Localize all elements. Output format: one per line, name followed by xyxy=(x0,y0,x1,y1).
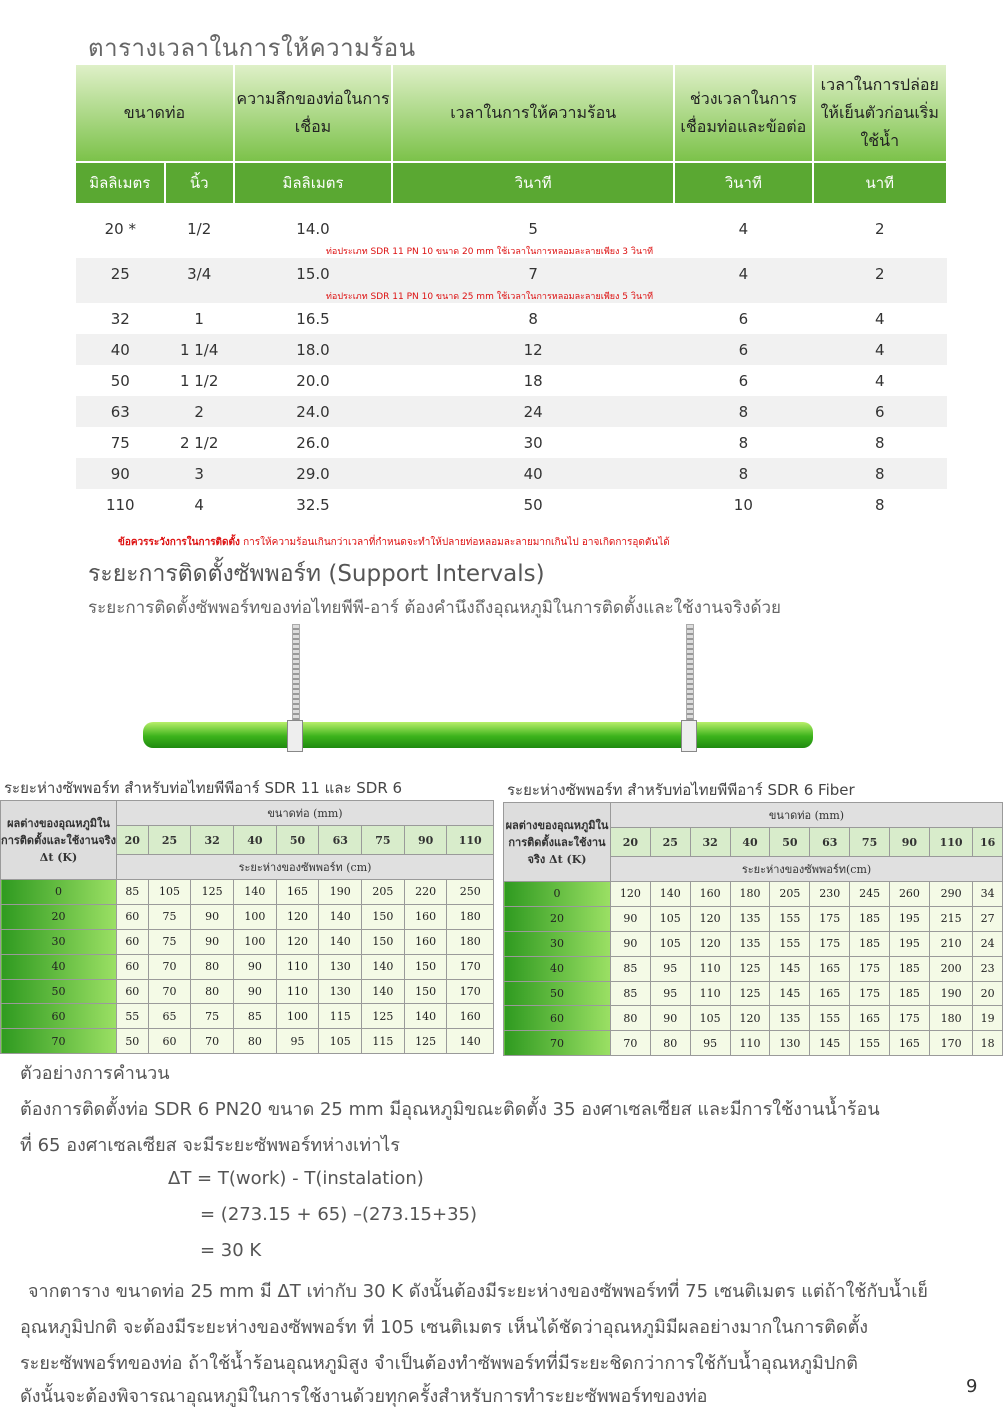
spacing-cell: 95 xyxy=(276,1029,319,1054)
delta-t-cell: 50 xyxy=(504,981,611,1006)
spacing-cell: 80 xyxy=(191,954,234,979)
support-table-right-caption: ระยะห่างซัพพอร์ท สำหรับท่อไทยพีพีอาร์ SDR 6 Fiber xyxy=(507,781,855,799)
size-cell: 75 xyxy=(850,828,890,857)
spacing-cell: 75 xyxy=(191,1004,234,1029)
cell: 4 xyxy=(813,334,947,365)
size-cell: 40 xyxy=(730,828,770,857)
spacing-cell: 75 xyxy=(148,929,191,954)
cell: 40 xyxy=(392,458,674,489)
cell: 8 xyxy=(528,309,538,328)
spacing-cell: 185 xyxy=(890,981,930,1006)
spacing-cell: 260 xyxy=(890,882,930,907)
unit-minutes: นาที xyxy=(813,162,947,203)
size-cell: 25 xyxy=(148,826,191,855)
spacing-cell: 140 xyxy=(319,929,362,954)
spacing-cell: 155 xyxy=(770,931,810,956)
cell: 26.0 xyxy=(296,433,330,452)
spacing-cell: 195 xyxy=(890,931,930,956)
support-rod-right xyxy=(686,624,694,726)
spacing-cell: 160 xyxy=(404,904,447,929)
example-line-1: ต้องการติดตั้งท่อ SDR 6 PN20 ขนาด 25 mm มีอุณหภูมิขณะติดตั้ง 35 องศาเซลเซียส และมีการใช้งานน้ำร้อน xyxy=(20,1099,880,1120)
cell: 8 xyxy=(738,433,749,452)
spacing-cell: 80 xyxy=(191,979,234,1004)
spacing-cell: 20 xyxy=(973,981,1003,1006)
cell: 2 xyxy=(874,219,885,238)
cell: 4 xyxy=(674,258,812,289)
spacing-cell: 90 xyxy=(234,979,277,1004)
header-joining-time: ช่วงเวลาในการเชื่อมท่อและข้อต่อ xyxy=(674,65,812,162)
spacing-cell: 90 xyxy=(650,1006,690,1031)
spacing-cell: 110 xyxy=(276,954,319,979)
cell: 90 xyxy=(76,458,165,489)
unit-inch: นิ้ว xyxy=(165,162,234,203)
cell: 4 xyxy=(874,371,885,390)
table-row xyxy=(1,954,494,979)
spacing-cell: 175 xyxy=(890,1006,930,1031)
spacing-cell: 24 xyxy=(973,931,1003,956)
table-row xyxy=(76,334,947,365)
table-row xyxy=(504,1031,1003,1056)
spacing-cell: 165 xyxy=(890,1031,930,1056)
cell: 18.0 xyxy=(234,334,392,365)
spacing-cell: 220 xyxy=(404,880,447,905)
spacing-cell: 18 xyxy=(973,1031,1003,1056)
table-row xyxy=(76,213,947,244)
spacing-cell: 140 xyxy=(319,904,362,929)
table-row xyxy=(1,979,494,1004)
spacing-cell: 115 xyxy=(319,1004,362,1029)
spacing-cell: 175 xyxy=(850,956,890,981)
cell: 4 xyxy=(194,495,204,514)
size-cell: 63 xyxy=(810,828,850,857)
delta-t-cell: 70 xyxy=(504,1031,611,1056)
spacing-cell: 55 xyxy=(117,1004,149,1029)
spacing-cell: 170 xyxy=(447,979,494,1004)
cell: 3/4 xyxy=(165,258,234,289)
cell: 63 xyxy=(76,396,165,427)
spacing-cell: 105 xyxy=(148,880,191,905)
cell: 50 xyxy=(523,495,543,514)
table-row xyxy=(1,929,494,954)
page-number: 9 xyxy=(966,1376,978,1397)
cell: 6 xyxy=(813,396,947,427)
table-row xyxy=(504,956,1003,981)
spacing-cell: 175 xyxy=(810,906,850,931)
size-cell: 32 xyxy=(690,828,730,857)
spacing-cell: 160 xyxy=(690,882,730,907)
table-row xyxy=(76,427,947,458)
cell: 24 xyxy=(392,396,674,427)
delta-t-cell: 20 xyxy=(1,904,117,929)
conclusion-line-2: อุณหภูมิปกติ จะต้องมีระยะห่างของซัพพอร์ท ที่ 105 เซนติเมตร เห็นได้ชัดว่าอุณหภูมิมีผลอย่างมากในการติดตั้ง xyxy=(20,1317,869,1338)
spacing-cell: 155 xyxy=(850,1031,890,1056)
spacing-cell: 80 xyxy=(650,1031,690,1056)
cell: 32 xyxy=(110,309,130,328)
warning-label: ข้อควรระวังการในการติดตั้ง xyxy=(118,537,240,548)
spacing-cell: 140 xyxy=(234,880,277,905)
spacing-cell: 150 xyxy=(404,979,447,1004)
spacing-cell: 70 xyxy=(148,979,191,1004)
cell: 1 1/2 xyxy=(179,371,219,390)
cell: 2 1/2 xyxy=(179,433,219,452)
spacing-cell: 165 xyxy=(810,981,850,1006)
spacing-cell: 180 xyxy=(929,1006,972,1031)
heating-time-table xyxy=(76,65,948,520)
spacing-cell: 180 xyxy=(730,882,770,907)
spacing-cell: 110 xyxy=(690,981,730,1006)
spacing-cell: 245 xyxy=(850,882,890,907)
cell: 6 xyxy=(738,371,749,390)
spacing-cell: 140 xyxy=(447,1029,494,1054)
support-intervals-title: ระยะการติดตั้งซัพพอร์ท (Support Intervals) xyxy=(88,561,545,587)
support-table-sdr11-sdr6 xyxy=(0,800,494,1054)
cell: 1/2 xyxy=(187,219,212,238)
cell: 5 xyxy=(528,219,538,238)
example-heading: ตัวอย่างการคำนวน xyxy=(20,1063,170,1084)
spacing-cell: 130 xyxy=(319,954,362,979)
cell: 4 xyxy=(874,309,885,328)
spacing-cell: 170 xyxy=(447,954,494,979)
heating-table-title: ตารางเวลาในการให้ความร้อน xyxy=(88,34,416,62)
spacing-cell: 135 xyxy=(730,906,770,931)
size-cell: 110 xyxy=(447,826,494,855)
table-row xyxy=(76,489,947,520)
size-cell: 20 xyxy=(611,828,651,857)
table-row xyxy=(76,365,947,396)
cell: 75 xyxy=(110,433,130,452)
spacing-cell: 90 xyxy=(191,929,234,954)
cell: 25 xyxy=(76,258,165,289)
cell: 8 xyxy=(813,458,947,489)
cell: 30 xyxy=(523,433,543,452)
spacing-cell: 70 xyxy=(191,1029,234,1054)
spacing-cell: 165 xyxy=(276,880,319,905)
cell: 32.5 xyxy=(296,495,330,514)
spacing-cell: 160 xyxy=(404,929,447,954)
note-20mm: ท่อประเภท SDR 11 PN 10 ขนาด 20 mm ใช้เวลาในการหลอมละลายเพียง 3 วินาที xyxy=(326,247,654,257)
spacing-cell: 60 xyxy=(117,979,149,1004)
spacing-header: ระยะห่างของซัพพอร์ท (cm) xyxy=(117,855,494,880)
spacing-cell: 130 xyxy=(319,979,362,1004)
spacing-cell: 205 xyxy=(770,882,810,907)
spacing-cell: 145 xyxy=(770,981,810,1006)
delta-t-cell: 60 xyxy=(1,1004,117,1029)
header-weld-depth: ความลึกของท่อในการเชื่อม xyxy=(234,65,392,162)
spacing-cell: 90 xyxy=(611,931,651,956)
cell: 20.0 xyxy=(296,371,330,390)
spacing-cell: 120 xyxy=(690,906,730,931)
spacing-cell: 150 xyxy=(362,904,405,929)
unit-mm: มิลลิเมตร xyxy=(76,162,165,203)
spacing-cell: 185 xyxy=(850,931,890,956)
unit-mm-depth: มิลลิเมตร xyxy=(234,162,392,203)
cell: 1 xyxy=(194,309,204,328)
spacing-cell: 170 xyxy=(929,1031,972,1056)
spacing-cell: 140 xyxy=(650,882,690,907)
spacing-cell: 165 xyxy=(850,1006,890,1031)
spacing-cell: 165 xyxy=(810,956,850,981)
delta-t-cell: 20 xyxy=(504,906,611,931)
header-pipe-size: ขนาดท่อ xyxy=(76,65,234,162)
size-cell: 16 xyxy=(973,828,1003,857)
unit-seconds-heat: วินาที xyxy=(392,162,674,203)
spacing-cell: 145 xyxy=(770,956,810,981)
table-row xyxy=(504,931,1003,956)
spacing-cell: 60 xyxy=(148,1029,191,1054)
size-cell: 32 xyxy=(191,826,234,855)
size-cell: 90 xyxy=(890,828,930,857)
spacing-cell: 135 xyxy=(770,1006,810,1031)
table-row xyxy=(76,396,947,427)
spacing-cell: 110 xyxy=(690,956,730,981)
size-cell: 25 xyxy=(650,828,690,857)
spacing-cell: 205 xyxy=(362,880,405,905)
delta-t-cell: 50 xyxy=(1,979,117,1004)
table-row xyxy=(1,1029,494,1054)
cell: 8 xyxy=(674,458,812,489)
spacing-cell: 27 xyxy=(973,906,1003,931)
spacing-cell: 34 xyxy=(973,882,1003,907)
cell: 2 xyxy=(813,258,947,289)
spacing-cell: 95 xyxy=(650,981,690,1006)
size-cell: 40 xyxy=(234,826,277,855)
header-cooling-time: เวลาในการปล่อยให้เย็นตัวก่อนเริ่มใช้น้ำ xyxy=(813,65,947,162)
table-row xyxy=(1,880,494,905)
spacing-cell: 155 xyxy=(810,1006,850,1031)
spacing-cell: 125 xyxy=(191,880,234,905)
pipe-illustration xyxy=(143,722,813,748)
spacing-cell: 60 xyxy=(117,954,149,979)
cell: 10 xyxy=(733,495,753,514)
equation-2: = (273.15 + 65) –(273.15+35) xyxy=(200,1204,477,1225)
delta-t-cell: 30 xyxy=(1,929,117,954)
spacing-cell: 160 xyxy=(447,1004,494,1029)
support-clamp-left xyxy=(287,720,303,752)
spacing-cell: 120 xyxy=(276,904,319,929)
delta-t-cell: 40 xyxy=(1,954,117,979)
spacing-cell: 90 xyxy=(191,904,234,929)
spacing-cell: 60 xyxy=(117,929,149,954)
spacing-cell: 120 xyxy=(730,1006,770,1031)
size-cell: 20 xyxy=(117,826,149,855)
cell: 3 xyxy=(165,458,234,489)
spacing-cell: 175 xyxy=(850,981,890,1006)
spacing-cell: 95 xyxy=(690,1031,730,1056)
spacing-cell: 95 xyxy=(650,956,690,981)
size-cell: 75 xyxy=(362,826,405,855)
corner-header: ผลต่างของอุณหภูมิในการติดตั้งและใช้งานจริง Δt (K) xyxy=(1,801,117,880)
spacing-cell: 60 xyxy=(117,904,149,929)
spacing-cell: 100 xyxy=(234,904,277,929)
spacing-cell: 175 xyxy=(810,931,850,956)
conclusion-line-3: ระยะซัพพอร์ทของท่อ ถ้าใช้น้ำร้อนอุณหภูมิสูง จำเป็นต้องทำซัพพอร์ทที่มีระยะชิดกว่าการใช้กับน้ำอุณหภูมิปกติ xyxy=(20,1353,858,1374)
equation-3: = 30 K xyxy=(200,1240,262,1261)
spacing-cell: 140 xyxy=(362,979,405,1004)
spacing-cell: 110 xyxy=(276,979,319,1004)
cell: 8 xyxy=(874,495,885,514)
support-intervals-subtitle: ระยะการติดตั้งซัพพอร์ทของท่อไทยพีพี-อาร์ ต้องคำนึงถึงอุณหภูมิในการติดตั้งและใช้งานจริงด้วย xyxy=(88,598,781,618)
spacing-cell: 200 xyxy=(929,956,972,981)
spacing-cell: 135 xyxy=(730,931,770,956)
size-header: ขนาดท่อ (mm) xyxy=(117,801,494,826)
size-cell: 50 xyxy=(770,828,810,857)
spacing-cell: 210 xyxy=(929,931,972,956)
cell: 8 xyxy=(674,396,812,427)
cell: 7 xyxy=(392,258,674,289)
size-cell: 50 xyxy=(276,826,319,855)
spacing-cell: 70 xyxy=(611,1031,651,1056)
spacing-cell: 125 xyxy=(362,1004,405,1029)
support-rod-left xyxy=(292,624,300,726)
spacing-cell: 125 xyxy=(404,1029,447,1054)
support-table-left-caption: ระยะห่างซัพพอร์ท สำหรับท่อไทยพีพีอาร์ SDR 11 และ SDR 6 xyxy=(4,779,403,797)
delta-t-cell: 40 xyxy=(504,956,611,981)
spacing-cell: 230 xyxy=(810,882,850,907)
cell: 18 xyxy=(523,371,543,390)
spacing-cell: 115 xyxy=(362,1029,405,1054)
spacing-cell: 65 xyxy=(148,1004,191,1029)
spacing-cell: 85 xyxy=(611,956,651,981)
spacing-cell: 180 xyxy=(447,904,494,929)
cell: 50 xyxy=(110,371,130,390)
spacing-cell: 185 xyxy=(850,906,890,931)
delta-t-cell: 30 xyxy=(504,931,611,956)
corner-header: ผลต่างของอุณหภูมิในการติดตั้งและใช้งานจริง Δt (K) xyxy=(504,803,611,882)
table-row xyxy=(504,906,1003,931)
cell: 6 xyxy=(674,334,812,365)
spacing-cell: 145 xyxy=(810,1031,850,1056)
table-row xyxy=(76,258,947,289)
spacing-cell: 80 xyxy=(234,1029,277,1054)
header-heating-time: เวลาในการให้ความร้อน xyxy=(392,65,674,162)
spacing-cell: 100 xyxy=(276,1004,319,1029)
spacing-cell: 70 xyxy=(148,954,191,979)
warning-note xyxy=(118,535,670,550)
table-row xyxy=(504,1006,1003,1031)
size-header: ขนาดท่อ (mm) xyxy=(611,803,1003,828)
spacing-cell: 80 xyxy=(611,1006,651,1031)
table-row xyxy=(504,981,1003,1006)
size-cell: 63 xyxy=(319,826,362,855)
table-row xyxy=(76,303,947,334)
spacing-cell: 140 xyxy=(404,1004,447,1029)
spacing-cell: 85 xyxy=(234,1004,277,1029)
cell: 14.0 xyxy=(296,219,330,238)
spacing-cell: 100 xyxy=(234,929,277,954)
spacing-cell: 105 xyxy=(690,1006,730,1031)
spacing-cell: 50 xyxy=(117,1029,149,1054)
spacing-cell: 85 xyxy=(611,981,651,1006)
cell: 110 xyxy=(105,495,135,514)
cell: 8 xyxy=(874,433,885,452)
spacing-cell: 19 xyxy=(973,1006,1003,1031)
spacing-cell: 155 xyxy=(770,906,810,931)
spacing-cell: 190 xyxy=(319,880,362,905)
conclusion-line-1: จากตาราง ขนาดท่อ 25 mm มี ΔT เท่ากับ 30 K ดังนั้นต้องมีระยะห่างของซัพพอร์ทที่ 75 เซนติเมตร แต่ถ้าใช้กับน้ำเย็ xyxy=(28,1281,928,1302)
spacing-cell: 110 xyxy=(730,1031,770,1056)
cell: 29.0 xyxy=(234,458,392,489)
spacing-cell: 125 xyxy=(730,956,770,981)
conclusion-line-4: ดังนั้นจะต้องพิจารณาอุณหภูมิในการใช้งานด้วยทุกครั้งสำหรับการทำระยะซัพพอร์ทของท่อ xyxy=(20,1386,708,1407)
spacing-cell: 75 xyxy=(148,904,191,929)
spacing-header: ระยะห่างของซัพพอร์ท(cm) xyxy=(611,857,1003,882)
cell: 40 xyxy=(76,334,165,365)
cell: 16.5 xyxy=(296,309,330,328)
table-row xyxy=(1,904,494,929)
spacing-cell: 23 xyxy=(973,956,1003,981)
spacing-cell: 125 xyxy=(730,981,770,1006)
spacing-cell: 250 xyxy=(447,880,494,905)
table-row xyxy=(504,882,1003,907)
size-cell: 110 xyxy=(929,828,972,857)
spacing-cell: 150 xyxy=(404,954,447,979)
spacing-cell: 130 xyxy=(770,1031,810,1056)
spacing-cell: 120 xyxy=(611,882,651,907)
spacing-cell: 180 xyxy=(447,929,494,954)
spacing-cell: 120 xyxy=(690,931,730,956)
note-25mm: ท่อประเภท SDR 11 PN 10 ขนาด 25 mm ใช้เวลาในการหลอมละลายเพียง 5 วินาที xyxy=(76,289,947,303)
delta-t-cell: 0 xyxy=(1,880,117,905)
spacing-cell: 105 xyxy=(650,931,690,956)
support-table-sdr6-fiber xyxy=(503,802,1003,1056)
spacing-cell: 120 xyxy=(276,929,319,954)
cell: 4 xyxy=(738,219,749,238)
delta-t-cell: 70 xyxy=(1,1029,117,1054)
delta-t-cell: 0 xyxy=(504,882,611,907)
cell: 2 xyxy=(165,396,234,427)
spacing-cell: 190 xyxy=(929,981,972,1006)
cell: 15.0 xyxy=(234,258,392,289)
cell: 1 1/4 xyxy=(165,334,234,365)
spacing-cell: 185 xyxy=(890,956,930,981)
spacing-cell: 90 xyxy=(611,906,651,931)
table-row xyxy=(1,1004,494,1029)
example-line-2: ที่ 65 องศาเซลเซียส จะมีระยะซัพพอร์ทห่างเท่าไร xyxy=(20,1135,400,1156)
unit-seconds-join: วินาที xyxy=(674,162,812,203)
cell: 6 xyxy=(738,309,749,328)
size-cell: 90 xyxy=(404,826,447,855)
equation-1: ΔT = T(work) - T(instalation) xyxy=(168,1168,424,1189)
spacing-cell: 150 xyxy=(362,929,405,954)
warning-text: การให้ความร้อนเกินกว่าเวลาที่กำหนดจะทำให้ปลายท่อหลอมละลายมากเกินไป อาจเกิดการอุดตันได้ xyxy=(243,537,670,548)
spacing-cell: 290 xyxy=(929,882,972,907)
spacing-cell: 140 xyxy=(362,954,405,979)
support-clamp-right xyxy=(681,720,697,752)
cell: 12 xyxy=(392,334,674,365)
spacing-cell: 105 xyxy=(319,1029,362,1054)
spacing-cell: 90 xyxy=(234,954,277,979)
spacing-cell: 215 xyxy=(929,906,972,931)
spacing-cell: 195 xyxy=(890,906,930,931)
cell: 20 * xyxy=(104,219,136,238)
spacing-cell: 105 xyxy=(650,906,690,931)
delta-t-cell: 60 xyxy=(504,1006,611,1031)
table-row xyxy=(76,458,947,489)
cell: 24.0 xyxy=(234,396,392,427)
spacing-cell: 85 xyxy=(117,880,149,905)
